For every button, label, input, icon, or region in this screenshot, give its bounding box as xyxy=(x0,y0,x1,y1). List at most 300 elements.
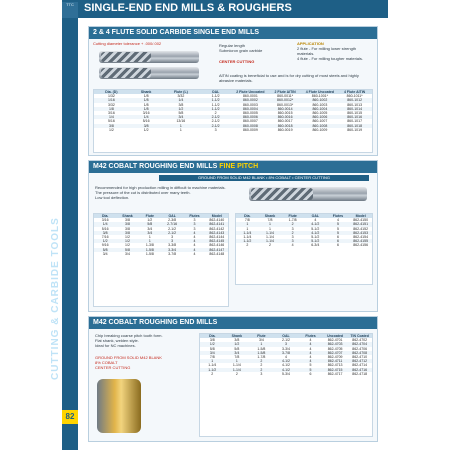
end-mill-flutes xyxy=(101,52,151,62)
table-cell: 1-1/2 xyxy=(236,239,259,243)
table-cell: 1/2 xyxy=(200,342,225,346)
table-cell: 4 xyxy=(309,338,312,343)
table-header: Model xyxy=(349,214,372,218)
table-cell: 7/16 xyxy=(101,235,109,240)
table-cell: 862-4704 xyxy=(347,342,372,346)
table-cell: 862-4151 xyxy=(349,222,372,226)
table-cell: 862-4150 xyxy=(353,218,369,223)
table-cell: 7/8 xyxy=(234,355,240,360)
table-cell: 860-0019 xyxy=(277,127,293,132)
sidebar-vertical-label: CUTTING & CARBIDE TOOLS xyxy=(50,217,61,380)
table-cell: 862-4701 xyxy=(327,338,343,343)
table-cell: 6 xyxy=(327,239,350,243)
table-cell: 4 xyxy=(298,351,323,355)
table-cell: 4 xyxy=(193,235,196,240)
table-cell: 5 xyxy=(309,363,312,368)
table-cell: 3/8 xyxy=(116,222,138,226)
table-cell: 1 xyxy=(164,124,199,128)
bullets-list xyxy=(95,333,195,348)
table-cell: 4-1/2 xyxy=(304,222,327,226)
table-cell: 3/8 xyxy=(129,124,164,128)
table-cell: 4-1/2 xyxy=(274,359,299,363)
table-cell: 4 xyxy=(298,359,323,363)
table-cell: 860-1015 xyxy=(347,111,363,116)
table-cell: 1-1/2 xyxy=(211,94,220,99)
table-cell: 1 xyxy=(259,222,282,226)
table-cell: 860-0014 xyxy=(268,107,303,111)
table-cell: 3 xyxy=(291,226,294,231)
table-header: 4 Flute Uncoated xyxy=(303,90,338,94)
table-cell: 3/8 xyxy=(125,226,130,231)
table-cell: 5 xyxy=(298,368,323,372)
table-cell: 1-5/8 xyxy=(257,346,266,351)
table-header: Dia. xyxy=(236,214,259,218)
table-cell: 3 xyxy=(171,235,174,240)
table-cell: 862-4716 xyxy=(347,368,372,372)
table-cell: 4 xyxy=(183,239,205,243)
table-header: Flute xyxy=(139,214,161,218)
table-cell: 860-0009 xyxy=(242,127,258,132)
table-cell: 860-1004 xyxy=(303,107,338,111)
callout-item: GROUND FROM SOLID M42 BLANK xyxy=(95,355,162,360)
application-title: APPLICATION xyxy=(297,41,324,46)
table-cell: 862-4144 xyxy=(209,235,225,240)
table-cell: 862-4147 xyxy=(206,248,228,252)
table-cell: 1/2 xyxy=(125,243,130,248)
table-cell: 862-4708 xyxy=(347,351,372,355)
callout-item: CENTER CUTTING xyxy=(95,365,131,370)
bullets-list xyxy=(95,185,235,200)
table-cell: 862-4702 xyxy=(352,338,368,343)
table-cell: 3/4 xyxy=(225,351,250,355)
feature-item: Submicron grain carbide xyxy=(219,48,263,53)
table-cell: 862-4146 xyxy=(209,243,225,248)
table-cell: 4 xyxy=(193,243,196,248)
table-cell: 4 xyxy=(291,243,294,248)
table-cell: 4 xyxy=(309,346,312,351)
table-cell: 5/16 xyxy=(142,119,150,124)
table-cell: 5-1/2 xyxy=(311,235,320,240)
table-cell: 1-1/4 xyxy=(265,235,274,240)
table-cell: 1-1/2 xyxy=(198,107,233,111)
table-cell: 862-4715 xyxy=(323,368,348,372)
table-row xyxy=(94,128,372,132)
table-cell: 5/8 xyxy=(178,111,184,116)
table-cell: 1 xyxy=(148,235,151,240)
table-cell: 5/8 xyxy=(234,346,240,351)
feature-item: Regular length xyxy=(219,43,246,48)
table-cell: 1-1/4 xyxy=(243,235,252,240)
table-cell: 862-4145 xyxy=(206,239,228,243)
table-cell: 862-4707 xyxy=(323,351,348,355)
table-cell: 860-1014 xyxy=(337,107,372,111)
table-header: OAL xyxy=(274,334,299,338)
table-cell: 5/8 xyxy=(116,248,138,252)
table-cell: 4 xyxy=(336,218,339,223)
table-cell: 860-0005 xyxy=(242,111,258,116)
table-solid-carbide xyxy=(93,89,373,153)
table-cell: 862-4717 xyxy=(327,371,343,376)
table-cell: 2-1/2 xyxy=(161,231,183,235)
table-header: Shank xyxy=(129,90,164,94)
table-cell: 3 xyxy=(281,239,304,243)
table-cell: 3 xyxy=(183,222,205,226)
table-cell: 1/4 xyxy=(94,222,116,226)
table-cell: 2 xyxy=(260,363,263,368)
table-header: Uncoated xyxy=(323,334,348,338)
table-cell: 1 xyxy=(269,226,271,231)
table-cell: 3-7/8 xyxy=(168,251,177,256)
table-cell: 860-1019 xyxy=(347,127,363,132)
table-cell: 860-1005 xyxy=(312,111,328,116)
table-cell: 2 xyxy=(235,371,238,376)
table-cell: 5/8 xyxy=(139,222,161,226)
table-cell: 860-0013* xyxy=(277,102,294,107)
table-header: Flute xyxy=(249,334,274,338)
table-header: Shank xyxy=(116,214,138,218)
table-cell: 862-4148 xyxy=(209,251,225,256)
table-header: 2 Flute Uncoated xyxy=(233,90,268,94)
brand-badge: TTC xyxy=(62,2,78,18)
table-cell: 6 xyxy=(336,243,339,248)
table-cell: 1 xyxy=(225,359,250,363)
callout-list xyxy=(95,355,195,370)
table-cell: 862-4140 xyxy=(209,218,225,223)
table-cell: 860-1016 xyxy=(337,115,372,119)
bullet-item: The pressure of the cut is distributed over many teeth. xyxy=(95,190,191,195)
table-cell: 3/8 xyxy=(209,338,215,343)
page-title: SINGLE-END END MILLS & ROUGHERS xyxy=(84,2,292,14)
table-cell: 860-0016 xyxy=(268,115,303,119)
table-cell: 1/8 xyxy=(129,107,164,111)
table-cell: 1/2 xyxy=(147,218,153,223)
table-cell: 3/16 xyxy=(142,111,150,116)
table-cell: 860-0002 xyxy=(233,98,268,102)
table-cell: 862-4712 xyxy=(347,359,372,363)
table-cell: 3/4 xyxy=(102,251,108,256)
table-cell: 862-4714 xyxy=(352,363,368,368)
table-cell: 862-4703 xyxy=(323,342,348,346)
table-cell: 1/8 xyxy=(143,102,149,107)
table-cell: 3/8 xyxy=(94,231,116,235)
table-header: 2 Flute AlTiN xyxy=(268,90,303,94)
table-cell: 4-1/2 xyxy=(281,363,290,368)
table-cell: 860-1007 xyxy=(312,119,328,124)
table-cell: 862-4709 xyxy=(327,355,343,360)
table-cell: 3/4 xyxy=(200,351,225,355)
table-cell: 860-1002 xyxy=(303,98,338,102)
table-roughing-coarse xyxy=(199,333,373,437)
table-row xyxy=(236,243,372,247)
table-header: Flute (L) xyxy=(164,90,199,94)
table-cell: 1-1/2 xyxy=(211,102,220,107)
table-cell: 860-1009 xyxy=(312,127,328,132)
table-cell: 860-0017 xyxy=(277,119,293,124)
table-cell: 2-1/2 xyxy=(198,115,233,119)
table-cell: 5-1/2 xyxy=(311,226,320,231)
table-cell: 3/32 xyxy=(107,102,115,107)
table-cell: 2-1/2 xyxy=(198,124,233,128)
table-cell: 5-3/4 xyxy=(281,371,290,376)
table-cell: 3/8 xyxy=(178,102,184,107)
table-cell: 5/16 xyxy=(107,119,115,124)
section-roughing-fine xyxy=(88,160,378,312)
table-cell: 3-7/8 xyxy=(274,351,299,355)
table-roughing-fine-left xyxy=(93,213,229,307)
bullet-item: Ideal for NC machines. xyxy=(95,343,136,348)
table-cell: 1/2 xyxy=(116,239,138,243)
table-cell: 860-1017 xyxy=(347,119,363,124)
table-cell: 860-0007 xyxy=(242,119,258,124)
table-cell: 3/8 xyxy=(94,124,129,128)
table-cell: 860-1013 xyxy=(347,102,363,107)
material-band: GROUND FROM SOLID M42 BLANK • 8% COBALT • CENTER CUTTING xyxy=(159,175,369,181)
table-header: Model xyxy=(206,214,228,218)
table-row xyxy=(94,252,228,256)
bullet-item: Recommended for high production milling in difficult to machine materials. xyxy=(95,185,226,190)
table-cell: 1 xyxy=(236,222,259,226)
table-row xyxy=(200,372,372,376)
table-cell: 862-4142 xyxy=(209,226,225,231)
table-header: Dia. xyxy=(200,334,225,338)
table-cell: 4 xyxy=(309,355,312,360)
table-cell: 862-4713 xyxy=(327,363,343,368)
table-cell: 860-0018 xyxy=(268,124,303,128)
coating-note: AlTiN coating is beneficial to use and is for dry cutting of most steels and highly abrasive materials. xyxy=(219,73,359,83)
table-cell: 1-1/4 xyxy=(232,363,241,368)
table-cell: 1/8 xyxy=(143,94,149,99)
table-cell: 3/16 xyxy=(107,111,115,116)
section-title: 2 & 4 FLUTE SOLID CARBIDE SINGLE END MILLS xyxy=(89,27,377,39)
feature-item: CENTER CUTTING xyxy=(219,59,255,64)
table-cell: 4-1/2 xyxy=(274,368,299,372)
table-cell: 1-7/8 xyxy=(288,218,297,223)
section-roughing-coarse xyxy=(88,316,378,442)
table-cell: 3 xyxy=(274,342,299,346)
table-cell: 860-1012 xyxy=(337,98,372,102)
table-cell: 860-0003 xyxy=(242,102,258,107)
table-cell: 2 xyxy=(246,243,249,248)
table-cell: 1-1/4 xyxy=(259,231,282,235)
table-cell: 4 xyxy=(298,342,323,346)
table-cell: 1-3/8 xyxy=(145,243,154,248)
table-cell: 1 xyxy=(246,226,249,231)
bullet-item: Chip breaking coarse pitch tooth form. xyxy=(95,333,163,338)
table-cell: 862-4154 xyxy=(353,235,369,240)
table-cell: 5 xyxy=(327,222,350,226)
table-cell: 4 xyxy=(183,231,205,235)
section-title-highlight: FINE PITCH xyxy=(219,163,259,170)
table-cell: 1-1/4 xyxy=(236,231,259,235)
table-cell: 860-0008 xyxy=(233,124,268,128)
table-cell: 1-1/4 xyxy=(259,239,282,243)
table-cell: 3 xyxy=(193,226,196,231)
table-cell: 1/2 xyxy=(164,107,199,111)
application-line: 4 flute - For milling tougher materials. xyxy=(297,56,364,61)
table-cell: 862-4153 xyxy=(349,231,372,235)
section-title: M42 COBALT ROUGHING END MILLS xyxy=(89,317,377,329)
table-cell: 5 xyxy=(336,226,339,231)
table-header: Dia. xyxy=(94,214,116,218)
table-cell: 3/4 xyxy=(258,338,264,343)
table-cell: 1-1/2 xyxy=(200,368,225,372)
table-cell: 3/4 xyxy=(125,251,130,256)
table-cell: 1/2 xyxy=(94,239,116,243)
page-number: 82 xyxy=(62,410,78,424)
section-title xyxy=(89,161,377,173)
table-cell: 3/32 xyxy=(177,94,185,99)
roughing-flutes xyxy=(251,188,313,200)
table-cell: 3 xyxy=(260,371,263,376)
table-cell: 4 xyxy=(183,248,205,252)
table-header: Flutes xyxy=(298,334,323,338)
table-cell: 1-5/8 xyxy=(249,351,274,355)
table-cell: 860-0012* xyxy=(268,98,303,102)
table-cell: 862-4718 xyxy=(352,371,368,376)
table-cell: 860-0011* xyxy=(277,94,294,99)
table-cell: 1/2 xyxy=(225,342,250,346)
table-cell: 4 xyxy=(284,355,287,360)
table-cell: 860-1008 xyxy=(303,124,338,128)
table-cell: 4 xyxy=(193,251,196,256)
table-cell: 3 xyxy=(193,218,196,223)
table-cell: 5/8 xyxy=(209,346,215,351)
table-cell: 860-0006 xyxy=(233,115,268,119)
end-mill-flutes-2 xyxy=(101,68,151,78)
table-cell: 860-0015 xyxy=(277,111,293,116)
table-cell: 2-1/2 xyxy=(168,226,177,231)
table-cell: 1 xyxy=(179,127,182,132)
table-cell: 1-7/8 xyxy=(257,355,266,360)
table-cell: 7/8 xyxy=(244,218,250,223)
table-cell: 862-4711 xyxy=(323,359,348,363)
table-cell: 6 xyxy=(336,235,339,240)
table-cell: 3/8 xyxy=(116,231,138,235)
table-cell: 2 xyxy=(281,222,304,226)
table-cell: 3 xyxy=(161,239,183,243)
table-cell: 860-1003 xyxy=(312,102,328,107)
table-cell: 862-4705 xyxy=(327,346,343,351)
table-cell: 1/16 xyxy=(94,98,129,102)
table-header: OAL xyxy=(161,214,183,218)
table-cell: 2 xyxy=(211,371,214,376)
table-cell: 5 xyxy=(327,231,350,235)
left-sidebar xyxy=(62,0,78,450)
callout-item: 8% COBALT xyxy=(95,360,118,365)
table-cell: 862-4141 xyxy=(206,222,228,226)
table-cell: 1-1/4 xyxy=(208,363,217,368)
table-cell: 1 xyxy=(249,342,274,346)
table-cell: 2 xyxy=(281,231,304,235)
section-solid-carbide xyxy=(88,26,378,156)
bullet-item: Low tool deflection. xyxy=(95,195,130,200)
application-box xyxy=(297,41,373,61)
table-cell: 2 xyxy=(249,359,274,363)
table-header: Shank xyxy=(259,214,282,218)
table-header: Dia. (D) xyxy=(94,90,129,94)
table-cell: 3-3/4 xyxy=(161,248,183,252)
table-cell: 1/8 xyxy=(129,98,164,102)
table-cell: 5/8 xyxy=(94,248,116,252)
table-cell: 3-3/8 xyxy=(168,243,177,248)
table-cell: 3/16 xyxy=(101,218,109,223)
table-cell: 862-4710 xyxy=(352,355,368,360)
table-cell: 3/4 xyxy=(164,115,199,119)
table-cell: 860-1018 xyxy=(337,124,372,128)
table-cell: 9/16 xyxy=(101,243,109,248)
table-cell: 860-0001 xyxy=(242,94,258,99)
table-cell: 1/4 xyxy=(129,115,164,119)
table-cell: 3-3/4 xyxy=(281,346,290,351)
table-cell: 1-5/8 xyxy=(145,251,154,256)
table-cell: 7/8 xyxy=(209,355,215,360)
table-cell: 862-4706 xyxy=(352,346,368,351)
coarse-rougher-image xyxy=(97,379,141,433)
table-cell: 7/8 xyxy=(267,218,273,223)
table-cell: 860-1006 xyxy=(303,115,338,119)
table-cell: 1/8 xyxy=(94,107,129,111)
table-header: Flutes xyxy=(183,214,205,218)
table-cell: 4-1/2 xyxy=(304,231,327,235)
table-header: Flute xyxy=(281,214,304,218)
table-cell: 3/4 xyxy=(139,231,161,235)
table-cell: 1/4 xyxy=(94,115,129,119)
table-cell: 6-3/4 xyxy=(311,243,320,248)
features-list xyxy=(219,43,289,64)
table-cell: 862-4143 xyxy=(206,231,228,235)
table-cell: 3/8 xyxy=(234,338,240,343)
table-cell: 860-0004 xyxy=(233,107,268,111)
bullet-item: Flat shank, welden style. xyxy=(95,338,139,343)
table-cell: 3/8 xyxy=(125,218,130,223)
table-cell: 5/16 xyxy=(101,226,109,231)
table-cell: 1/2 xyxy=(143,127,149,132)
table-cell: 1 xyxy=(200,359,225,363)
table-cell: 2-3/8 xyxy=(168,218,177,223)
table-cell: 3/4 xyxy=(147,226,153,231)
table-header: OAL xyxy=(198,90,233,94)
table-cell: 1/2 xyxy=(108,127,114,132)
table-cell: 2 xyxy=(214,111,217,116)
table-cell: 1/32 xyxy=(107,94,115,99)
table-cell: 1-1/2 xyxy=(198,98,233,102)
section-title-text: M42 COBALT ROUGHING END MILLS xyxy=(93,163,218,170)
table-cell: 862-4155 xyxy=(349,239,372,243)
table-cell: 862-4156 xyxy=(353,243,369,248)
table-cell: 1-5/8 xyxy=(139,248,161,252)
table-header: 4 Flute AlTiN xyxy=(337,90,372,94)
application-line: 2 flute - For milling lower strength materials. xyxy=(297,46,357,56)
table-cell: 1 xyxy=(139,239,161,243)
table-cell: 2-1/2 xyxy=(281,338,290,343)
table-cell: 2-7/16 xyxy=(161,222,183,226)
table-cell: 2-1/2 xyxy=(211,119,220,124)
table-cell: 3 xyxy=(214,127,217,132)
table-roughing-fine-right xyxy=(235,213,373,285)
table-header: OAL xyxy=(304,214,327,218)
table-cell: 860-1011* xyxy=(346,94,363,99)
table-cell: 3 xyxy=(291,235,294,240)
section-subtitle: Cutting diameter tolerance + .000/.002 xyxy=(93,41,162,46)
table-cell: 862-4152 xyxy=(353,226,369,231)
table-cell: 1/4 xyxy=(164,98,199,102)
table-cell: 13/16 xyxy=(176,119,186,124)
table-cell: 4 xyxy=(314,218,317,223)
table-cell: 1-1/4 xyxy=(225,368,250,372)
table-header: TiN Coated xyxy=(347,334,372,338)
table-cell: 2 xyxy=(269,243,271,248)
table-cell: 860-1001* xyxy=(311,94,328,99)
